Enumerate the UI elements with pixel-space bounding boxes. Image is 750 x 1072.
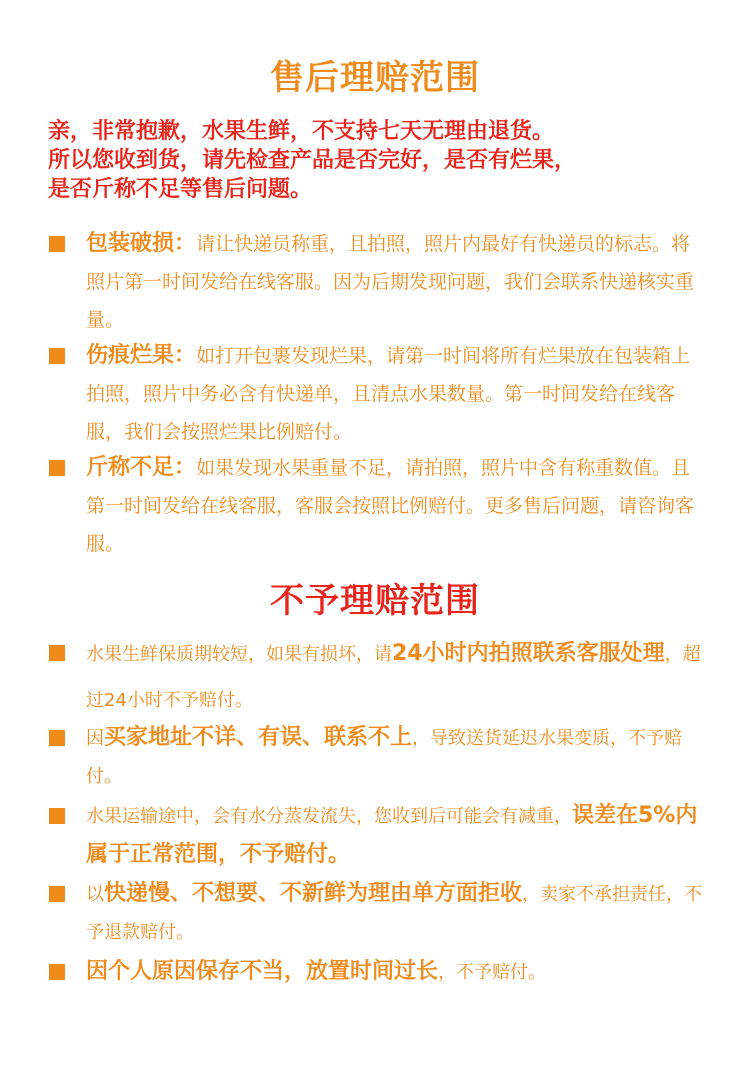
item-text [86, 337, 706, 451]
section-title-after-sales: 售后理赔范围 [270, 58, 480, 98]
intro-line: 所以您收到货，请先检查产品是否完好，是否有烂果， [48, 148, 577, 173]
item-text [86, 719, 706, 796]
item-emphasis: 因个人原因保存不当，放置时间过长 [86, 959, 439, 984]
item-post: ，不予赔付。 [438, 962, 547, 983]
item-body: 如打开包裹发现烂果，请第一时间将所有烂果放在包装箱上拍照，照片中务必含有快递单，且清点水果数量。第一时间发给在线客服，我们会按照烂果比例赔付。 [86, 345, 691, 443]
item-text [86, 953, 706, 992]
item-body: 请让快递员称重，且拍照，照片内最好有快递员的标志。将照片第一时间发给在线客服。因为后期发现问题，我们会联系快递核实重量。 [86, 233, 695, 331]
item-emphasis: 误差在5%内属于正常范围，不予赔付。 [86, 803, 698, 867]
item-label: 伤痕烂果： [86, 343, 197, 368]
item-text [86, 631, 706, 724]
item-body: 如果发现水果重量不足，请拍照，照片中含有称重数值。且第一时间发给在线客服，客服会按照比例赔付。更多售后问题，请咨询客服。 [86, 457, 695, 555]
square-bullet-icon [49, 236, 65, 252]
item-post: ，卖家不承担责任，不予退款赔付。 [86, 884, 703, 943]
item-pre: 水果运输途中，会有水分蒸发流失，您收到后可能会有减重， [86, 806, 572, 827]
item-text [86, 875, 706, 952]
item-pre: 以 [86, 884, 104, 905]
item-emphasis: 24小时内拍照联系客服处理 [392, 641, 665, 666]
item-post: ，超过24小时不予赔付。 [86, 644, 701, 711]
intro-line: 是否斤称不足等售后问题。 [48, 177, 313, 202]
item-label: 包装破损： [86, 231, 197, 256]
square-bullet-icon [49, 964, 65, 980]
square-bullet-icon [49, 348, 65, 364]
section-title-no-compensation: 不予理赔范围 [270, 581, 480, 621]
square-bullet-icon [49, 645, 65, 661]
item-pre: 因 [86, 728, 104, 749]
square-bullet-icon [49, 460, 65, 476]
square-bullet-icon [49, 730, 65, 746]
item-emphasis: 快递慢、不想要、不新鲜为理由单方面拒收 [104, 881, 523, 906]
square-bullet-icon [49, 886, 65, 902]
item-text [86, 797, 706, 875]
intro-line: 亲，非常抱歉，水果生鲜，不支持七天无理由退货。 [48, 119, 555, 144]
item-emphasis: 买家地址不详、有误、联系不上 [104, 725, 413, 750]
intro-notice [48, 117, 718, 204]
item-pre: 水果生鲜保质期较短，如果有损坏，请 [86, 644, 392, 665]
item-text [86, 225, 706, 339]
square-bullet-icon [49, 808, 65, 824]
item-post: ，导致送货延迟水果变质，不予赔付。 [86, 728, 683, 787]
item-text [86, 449, 706, 563]
item-label: 斤称不足： [86, 455, 197, 480]
